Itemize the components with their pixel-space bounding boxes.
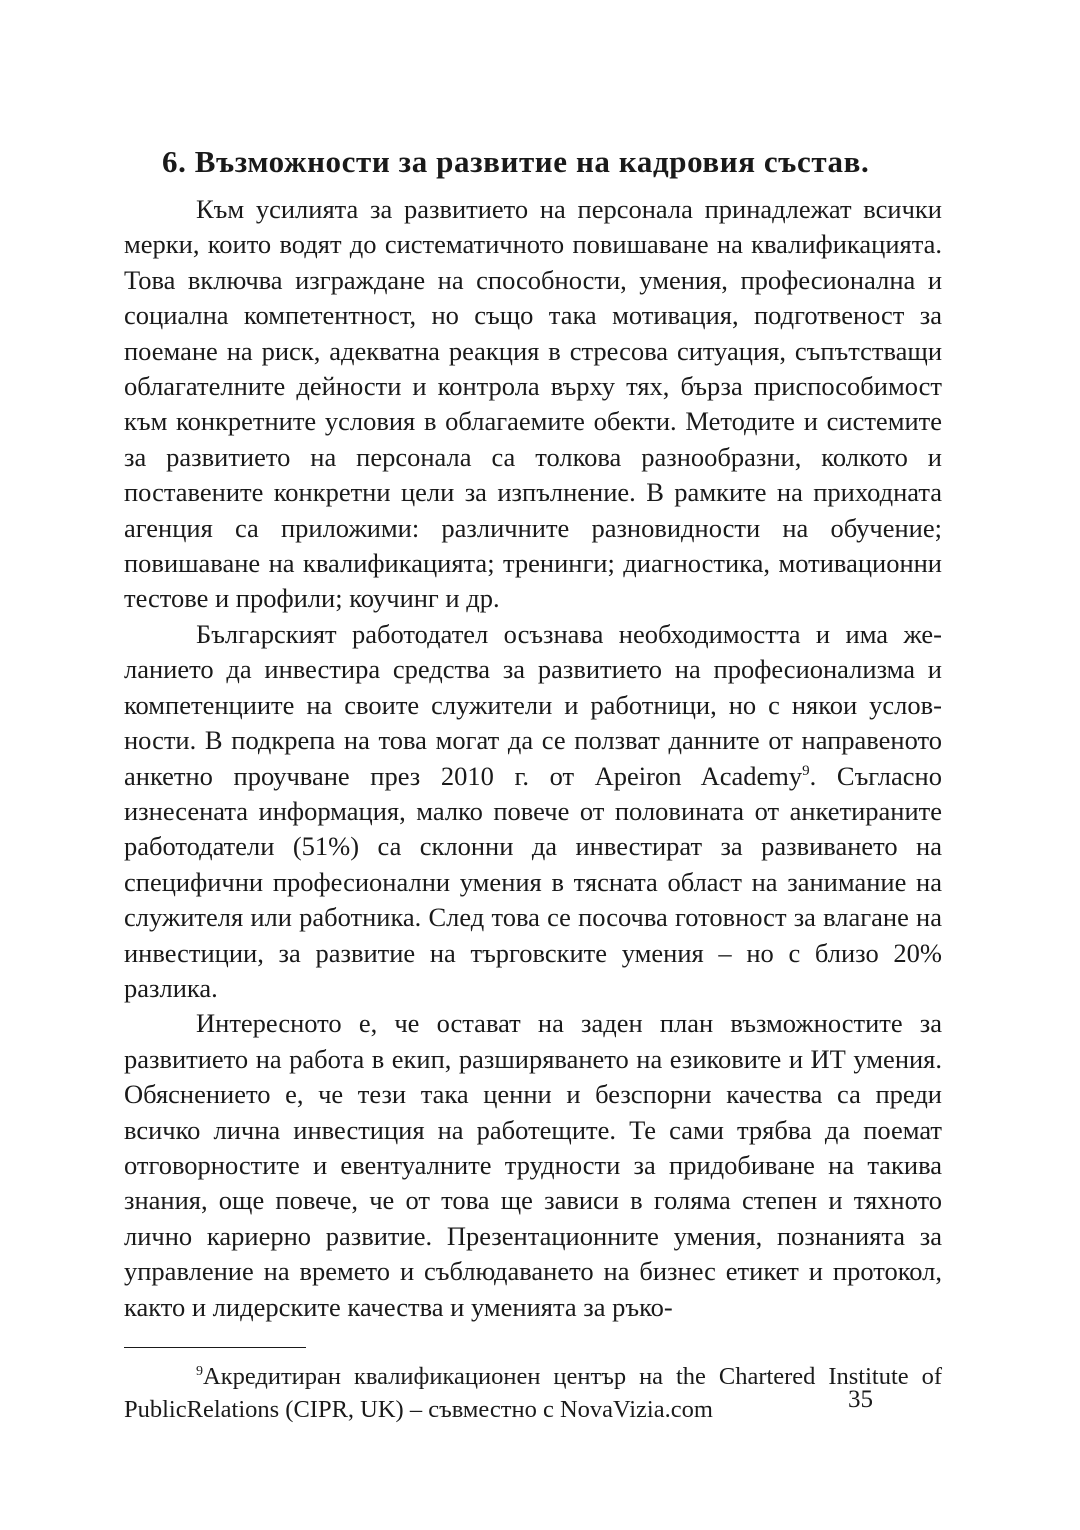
footnote-reference[interactable]: 9 (802, 762, 810, 779)
paragraph-2 (124, 617, 942, 1006)
paragraph-2-text-after: . Съгласно изнесената информация, малко повече от половината от анкетираните работодатели (51%) са склонни да инвестират за развиването на специфични професионални умения в тясната област на занимание на служителя или работника. След това се посочва готовност за влагане на инвестиции, за развитие на търговските умения – но с близо 20% разлика. (124, 760, 942, 1003)
paragraph-1: Към усилията за развитието на персонала принадлежат всички мерки, които водят до систематичното повишаване на квалификацията. Това включва изграждане на способности, умения, професионална и социална компетентност, но също така мотивация, подготвеност за поемане на риск, адекватна реакция в стресова ситуация, съпътстващи облагателните дейности и контрола върху тях, бърза приспособимост към конкретните условия в облагаемите обекти. Методите и системите за развитието на персонала са толкова разнообразни, колкото и поставените конкретни цели за изпълнение. В рамките на приходната агенция са приложими: различните разновидности на обучение; повишаване на квалификацията; тренинги; диагностика, мотивационни тестове и профили; коучинг и др. (124, 194, 942, 614)
footnote-mark: 9 (196, 1363, 203, 1379)
footnote-text: Акредитиран квалификационен център на the Chartered Institute of PublicRelations (CIPR, UK) – съвместно с NovaVizia.com (124, 1363, 942, 1423)
paragraph-3: Интересното е, че остават на заден план възможностите за развитието на работа в екип, разширяването на езиковите и ИТ умения. Обяснението е, че тези така ценни и безспорни качества са преди всичко лична инвестиция на работещите. Те сами трябва да поемат отговорностите и евентуалните трудности за придобиване на такива знания, още повече, че от това ще зависи в голяма степен и тяхното лично кариерно развитие. Презентационните умения, познанията за управление на времето и съблюдаването на бизнес етикет и протокол, както и лидерските качества и уменията за ръко- (124, 1008, 942, 1322)
page-content (124, 140, 942, 1426)
page-number: 35 (848, 1386, 873, 1413)
section-heading: 6. Възможности за развитие на кадровия състав. (162, 144, 870, 179)
paragraph-2-text-before: Българският работодател осъзнава необходимостта и има желанието да инвестира средства за развитието на професионализма и компетенциите на своите служители и работници, но с някои условности. В подкрепа на това могат да се ползват данните от направеното анкетно проучване през 2010 г. от Apeiron Academy (124, 618, 942, 791)
footnote-divider (124, 1347, 306, 1348)
footnote (124, 1360, 942, 1426)
